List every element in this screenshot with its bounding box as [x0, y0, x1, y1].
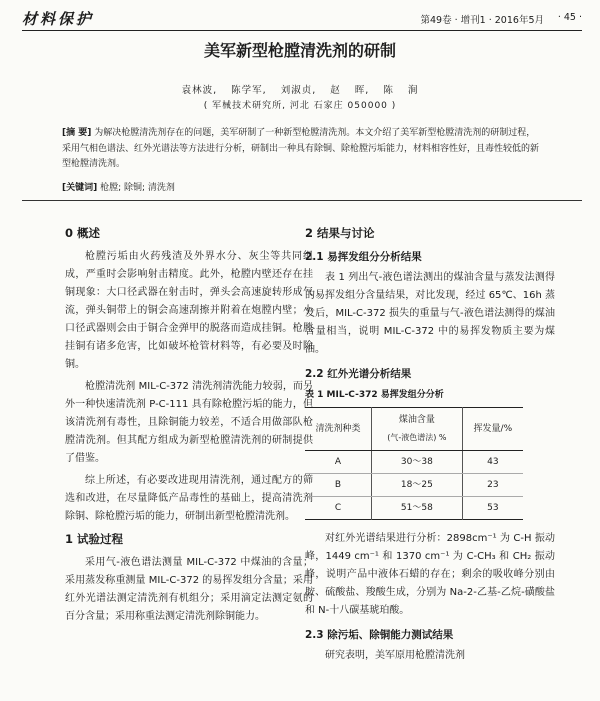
abstract-label: [摘 要]: [62, 128, 92, 138]
section-2-heading: 2 结果与讨论: [305, 226, 375, 240]
table-row: [305, 497, 523, 520]
keywords-text: 枪膛; 除铜; 清洗剂: [100, 183, 175, 193]
table-header-subtext: (气-液色谱法) %: [387, 433, 447, 442]
left-column: [65, 222, 313, 630]
paragraph: 枪膛污垢由火药残渣及外界水分、灰尘等共同组成，严重时会影响射击精度。此外，枪膛内壁还存在挂铜现象：大口径武器在射击时，弹头会高速旋转形成气流，弹头铜带上的铜会高速刮擦并附着在炮膛内壁；小口径武器则会由于铜合金弹甲的脱落而造成挂铜。枪膛挂铜有诸多危害，比如破坏枪管材料等，有必要及时除铜。: [65, 251, 313, 370]
subsection-heading: 2.3 除污垢、除铜能力测试结果: [305, 629, 454, 641]
table-row: [305, 474, 523, 497]
right-column: [305, 222, 555, 669]
table-header-cell: 清洗剂种类: [305, 408, 372, 451]
table-cell: B: [305, 474, 372, 497]
table-cell: A: [305, 451, 372, 474]
article-title: 美军新型枪膛清洗剂的研制: [203, 41, 396, 60]
table-header-cell: [372, 408, 463, 451]
subsection-heading: 2.1 易挥发组分分析结果: [305, 251, 422, 263]
table-caption: 表 1 MIL-C-372 易挥发组分分析: [305, 390, 444, 400]
paragraph: 表 1 列出气-液色谱法测出的煤油含量与蒸发法测得的易挥发组分含量结果，对比发现，经过 65℃、16h 蒸发后，MIL-C-372 损失的重量与气-液色谱法测得的煤油含量相当，说明 MIL-C-372 中的易挥发物质主要为煤油。: [305, 272, 555, 355]
abstract-text: 为解决枪膛清洗剂存在的问题，美军研制了一种新型枪膛清洗剂。本文介绍了美军新型枪膛清洗剂的研制过程，采用气相色谱法、红外光谱法等方法进行分析，研制出一种具有除铜、除枪膛污垢能力，材料相容性好，且毒性较低的新型枪膛清洗剂。: [62, 128, 540, 169]
table-header-cell: 挥发量/%: [462, 408, 523, 451]
paragraph: 对红外光谱结果进行分析：2898cm⁻¹ 为 C-H 振动峰，1449 cm⁻¹ 和 1370 cm⁻¹ 为 C-CH₃ 和 CH₂ 振动峰，说明产品中液体石蜡的存在；剩余的吸收峰分别由胺、硫酸盐、羧酸生成，分别为 Na-2-乙基-乙烷-磺酸盐和 N-十八碳基琥珀酸。: [305, 533, 555, 616]
page-header: [22, 8, 582, 31]
affiliation: ( 军械技术研究所, 河北 石家庄 050000 ): [203, 101, 397, 111]
table-cell: 23: [462, 474, 523, 497]
table-cell: 30～38: [372, 451, 463, 474]
paragraph: 综上所述，有必要改进现用清洗剂，通过配方的筛选和改进，在尽量降低产品毒性的基础上，提高清洗剂除铜、除枪膛污垢的能力，研制出新型枪膛清洗剂。: [65, 475, 313, 522]
abstract: [62, 126, 540, 173]
authors: 袁林波, 陈学军, 刘淑贞, 赵 晖, 陈 涧: [181, 85, 419, 96]
table-cell: 43: [462, 451, 523, 474]
subsection-heading: 2.2 红外光谱分析结果: [305, 368, 412, 380]
issue-info: 第49卷 · 增刊1 · 2016年5月: [420, 15, 544, 26]
paragraph: 枪膛清洗剂 MIL-C-372 清洗剂清洗能力较弱，而另外一种快速清洗剂 P-C-111 具有除枪膛污垢的能力，但该清洗剂有毒性，且除铜能力较差，不适合用做部队枪膛清洗剂。但其配方组成为新型枪膛清洗剂的研制提供了借鉴。: [65, 381, 313, 464]
table-row: [305, 451, 523, 474]
paragraph: 研究表明，美军原用枪膛清洗剂: [325, 650, 465, 661]
section-0-heading: 0 概述: [65, 226, 101, 240]
keywords: [62, 180, 540, 193]
paragraph: 采用气-液色谱法测量 MIL-C-372 中煤油的含量；采用蒸发称重测量 MIL-C-372 的易挥发组分含量；采用红外光谱法测定清洗剂有机组分；采用滴定法测定氨的百分含量；采用称重法测定清洗剂除铜能力。: [65, 557, 313, 622]
journal-name: 材料保护: [22, 10, 95, 28]
table-cell: C: [305, 497, 372, 520]
divider: [22, 200, 582, 201]
table-header-text: 煤油含量: [398, 415, 435, 425]
table-cell: 51～58: [372, 497, 463, 520]
table-cell: 53: [487, 503, 499, 513]
table-cell: 18～25: [372, 474, 463, 497]
volatile-table: [305, 407, 523, 520]
keywords-label: [关键词]: [62, 183, 98, 193]
section-1-heading: 1 试验过程: [65, 532, 124, 546]
page-number: · 45 ·: [557, 12, 582, 23]
